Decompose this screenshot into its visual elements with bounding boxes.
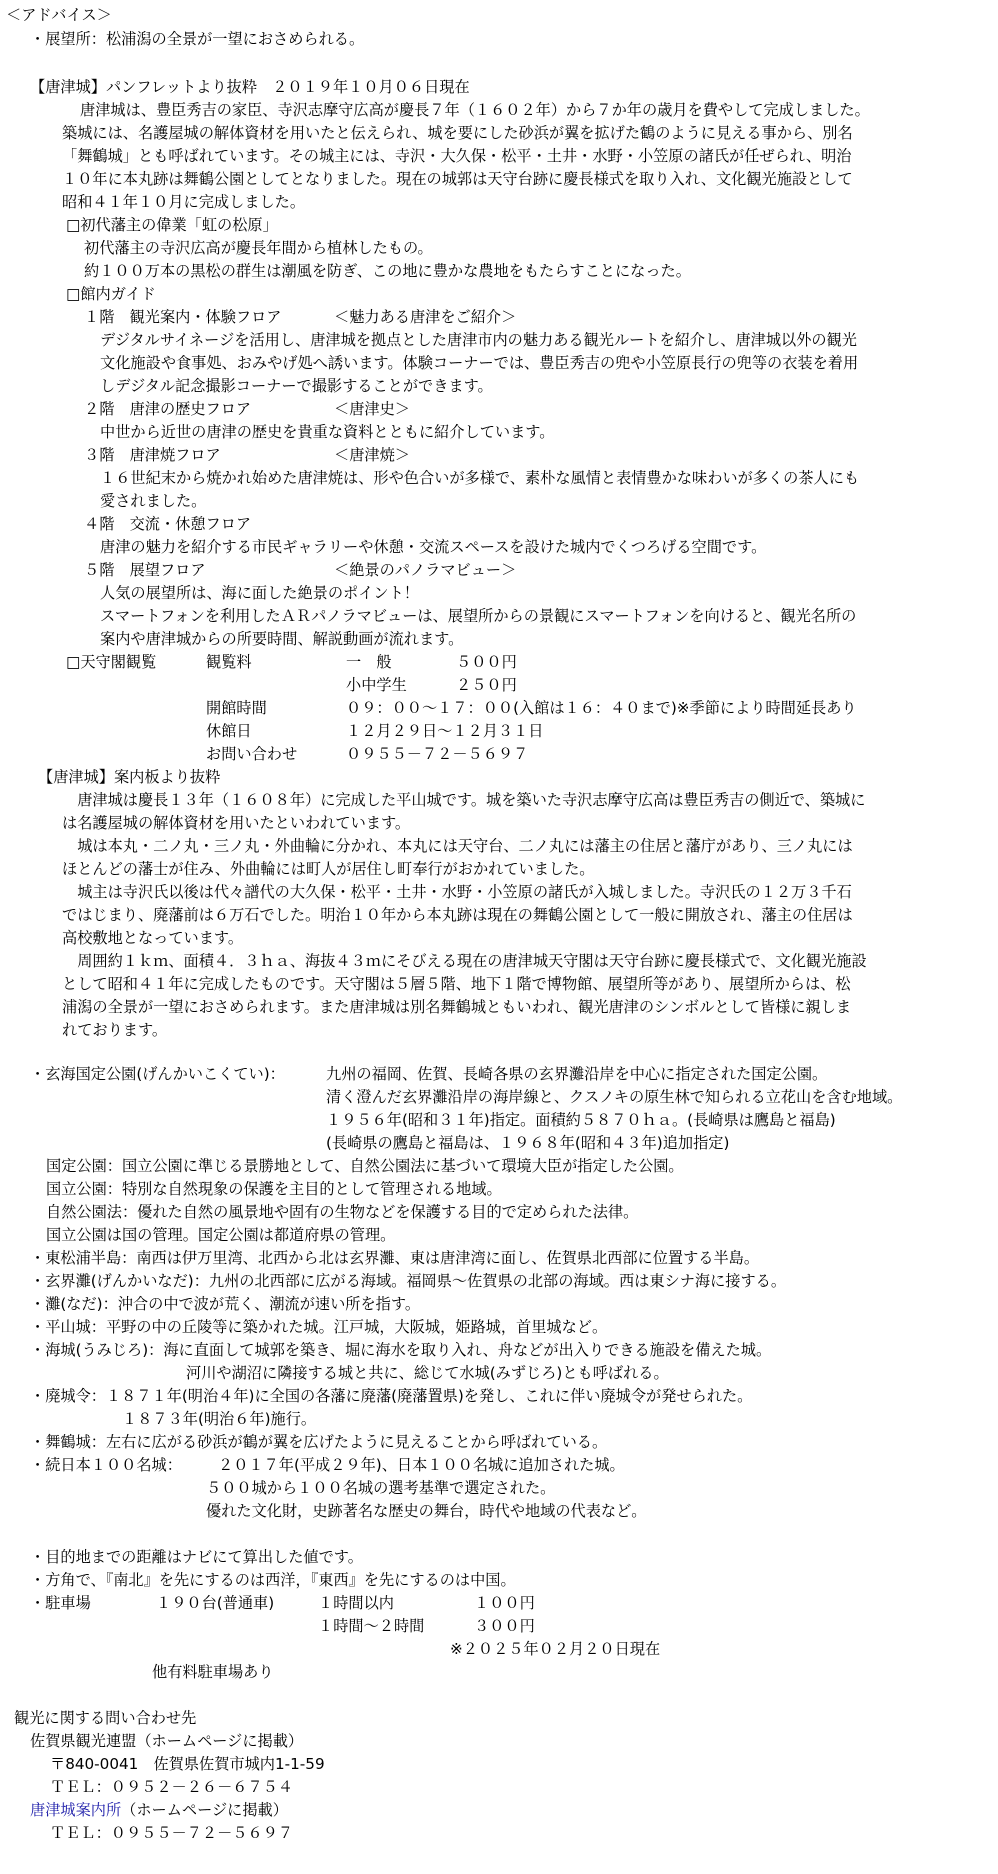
zoku-100-line-2: 優れた文化財，史跡著名な歴史の舞台，時代や地域の代表など。 (206, 1502, 647, 1520)
floor-5-line-2: 案内や唐津城からの所要時間、解説動画が流れます。 (100, 630, 464, 648)
floor-2-tag: ＜唐津史＞ (334, 400, 410, 418)
floor-4-label: ４階 交流・休憩フロア (84, 515, 252, 533)
tenshu-contact-label: お問い合わせ (206, 745, 298, 763)
guide-heading: □館内ガイド (66, 285, 156, 303)
floor-4-line-0: 唐津の魅力を紹介する市民ギャラリーや休憩・交流スペースを設けた城内でくつろげる空間です。 (100, 538, 767, 556)
floor-5-label: ５階 展望フロア (84, 561, 206, 579)
haijo-rei: ・廃城令：１８７１年(明治４年)に全国の各藩に廃藩(廃藩置県)を発し、これに伴い廃城令が発せられた。 (30, 1387, 753, 1405)
tenshu-fee-price-1: ２５０円 (456, 676, 517, 694)
parking-rate-duration-0: １時間以内 (318, 1594, 394, 1612)
park-def-2: 自然公園法：優れた自然の風景地や固有の生物などを保護する目的で定められた法律。 (46, 1203, 639, 1221)
contact-org2-tel: ＴＥＬ：０９５５－７２－５６９７ (50, 1824, 293, 1842)
parking-date: ※２０２５年０２月２０日現在 (450, 1640, 661, 1658)
signboard-line-3: ほとんどの藩士が住み、外曲輪には町人が居住し町奉行がおかれていました。 (62, 860, 595, 878)
signboard-line-5: ではじまり、廃藩前は６万石でした。明治１０年から本丸跡は現在の舞鶴公園として一般に開放され、藩主の住居は (62, 906, 853, 924)
contact-org2 (30, 1799, 288, 1822)
contact-org1-address: 〒840-0041 佐賀県佐賀市城内1-1-59 (50, 1755, 325, 1773)
park-def-3: 国立公園は国の管理。国定公園は都道府県の管理。 (46, 1226, 396, 1244)
haijo-rei-continued: １８７３年(明治６年)施行。 (122, 1410, 317, 1428)
tenshu-heading: □天守閣観覧 (66, 653, 157, 671)
contact-org2-suffix: （ホームページに掲載） (121, 1801, 288, 1819)
floor-1-label: １階 観光案内・体験フロア (84, 308, 282, 326)
signboard-line-7: 周囲約１ｋｍ、面積４．３ｈａ、海抜４３ｍにそびえる現在の唐津城天守閣は天守台跡に慶長様式で、文化観光施設 (62, 952, 867, 970)
term-0: ・東松浦半島：南西は伊万里湾、北西から北は玄界灘、東は唐津湾に面し、佐賀県北西部に位置する半島。 (30, 1249, 759, 1267)
tenshu-closed-label: 休館日 (206, 722, 252, 740)
tenshu-closed: １２月２９日～１２月３１日 (346, 722, 544, 740)
term-3: ・平山城：平野の中の丘陵等に築かれた城。江戸城，大阪城，姫路城，首里城など。 (30, 1318, 608, 1336)
floor-1-line-2: しデジタル記念撮影コーナーで撮影することができます。 (100, 377, 493, 395)
signboard-line-9: 浦潟の全景が一望におさめられます。また唐津城は別名舞鶴城ともいわれ、観光唐津のシンボルとして皆様に親しま (62, 998, 852, 1016)
parking-capacity: １９０台(普通車) (156, 1594, 275, 1612)
pamphlet-intro-4: 昭和４１年１０月に完成しました。 (62, 193, 305, 211)
floor-1-tag: ＜魅力ある唐津をご紹介＞ (334, 308, 517, 326)
zoku-100-line-0: ２０１７年(平成２９年)、日本１００名城に追加された城。 (218, 1456, 625, 1474)
genkai-line-0: 九州の福岡、佐賀、長崎各県の玄界灘沿岸を中心に指定された国定公園。 (326, 1065, 828, 1083)
tenshu-hours-label: 開館時間 (206, 699, 267, 717)
matsubara-line-1: 約１００万本の黒松の群生は潮風を防ぎ、この地に豊かな農地をもたらすことになった。 (84, 262, 691, 280)
floor-5-line-0: 人気の展望所は、海に面した絶景のポイント！ (100, 584, 419, 602)
tenshu-hours: ０９：００～１７：００(入館は１６：４０まで)※季節により時間延長あり (346, 699, 857, 717)
floor-5-line-1: スマートフォンを利用したＡＲパノラマビューは、展望所からの景観にスマートフォンを向けると、観光名所の (100, 607, 857, 625)
signboard-line-1: は名護屋城の解体資材を用いたといわれています。 (62, 814, 411, 832)
term-4: ・海城(うみじろ)：海に直面して城郭を築き、堀に海水を取り入れ、舟などが出入りできる施設を備えた城。 (30, 1341, 772, 1359)
pamphlet-intro-2: 「舞鶴城」とも呼ばれています。その城主には、寺沢・大久保・松平・土井・水野・小笠原の諸氏が任ぜられ、明治 (62, 147, 852, 165)
signboard-line-6: 高校敷地となっています。 (62, 929, 244, 947)
parking-other: 他有料駐車場あり (152, 1663, 274, 1681)
pamphlet-intro-1: 築城には、名護屋城の解体資材を用いたと伝えられ、城を要にした砂浜が翼を拡げた鶴のように見える事から、別名 (62, 124, 853, 142)
note-distance: ・目的地までの距離はナビにて算出した値です。 (30, 1548, 363, 1566)
zoku-100-label: ・続日本１００名城： (30, 1456, 182, 1474)
floor-1-line-1: 文化施設や食事処、おみやげ処へ誘います。体験コーナーでは、豊臣秀吉の兜や小笠原長行の兜等の衣装を着用 (100, 354, 859, 372)
contact-org1: 佐賀県観光連盟（ホームページに掲載） (30, 1732, 304, 1750)
pamphlet-intro-3: １０年に本丸跡は舞鶴公園としてとなりました。現在の城郭は天守台跡に慶長様式を取り入れ、文化観光施設として (62, 170, 853, 188)
signboard-line-8: として昭和４１年に完成したものです。天守閣は５層５階、地下１階で博物館、展望所等があり、展望所からは、松 (62, 975, 851, 993)
parking-rate-duration-1: １時間～２時間 (318, 1617, 425, 1635)
floor-3-tag: ＜唐津焼＞ (334, 446, 410, 464)
term-1: ・玄界灘(げんかいなだ)：九州の北西部に広がる海域。福岡県～佐賀県の北部の海域。西は東シナ海に接する。 (30, 1272, 787, 1290)
floor-5-tag: ＜絶景のパノラマビュー＞ (334, 561, 517, 579)
floor-3-line-0: １６世紀末から焼かれ始めた唐津焼は、形や色合いが多様で、素朴な風情と表情豊かな味わいが多くの茶人にも (100, 469, 860, 487)
contacts-heading: 観光に関する問い合わせ先 (14, 1709, 197, 1727)
contact-org1-tel: ＴＥＬ：０９５２－２６－６７５４ (50, 1778, 293, 1796)
zoku-100-line-1: ５００城から１００名城の選考基準で選定された。 (206, 1479, 556, 1497)
signboard-line-2: 城は本丸・二ノ丸・三ノ丸・外曲輪に分かれ、本丸には天守台、二ノ丸には藩主の住居と藩庁があり、三ノ丸には (62, 837, 853, 855)
genkai-line-1: 清く澄んだ玄界灘沿岸の海岸線と、クスノキの原生林で知られる立花山を含む地域。 (326, 1088, 903, 1106)
signboard-line-0: 唐津城は慶長１３年（１６０８年）に完成した平山城です。城を築いた寺沢志摩守広高は豊臣秀吉の側近で、築城に (62, 791, 866, 809)
floor-1-line-0: デジタルサイネージを活用し、唐津城を拠点とした唐津市内の魅力ある観光ルートを紹介し、唐津城以外の観光 (100, 331, 857, 349)
pamphlet-intro-0: 唐津城は、豊臣秀吉の家臣、寺沢志摩守広高が慶長７年（１６０２年）から７か年の歳月を費やして完成しました。 (80, 101, 870, 119)
pamphlet-title: 【唐津城】パンフレットより抜粋 ２０１９年１０月０６日現在 (30, 78, 470, 96)
signboard-title: 【唐津城】案内板より抜粋 (38, 768, 221, 786)
floor-3-label: ３階 唐津焼フロア (84, 446, 221, 464)
advice-observatory: ・展望所：松浦潟の全景が一望におさめられる。 (30, 30, 365, 48)
signboard-line-4: 城主は寺沢氏以後は代々譜代の大久保・松平・土井・水野・小笠原の諸氏が入城しました。寺沢氏の１２万３千石 (62, 883, 852, 901)
contact-org2-link[interactable]: 唐津城案内所 (30, 1801, 122, 1819)
parking-rate-price-1: ３００円 (474, 1617, 535, 1635)
tenshu-fee-label: 観覧料 (206, 653, 252, 671)
umijiro-continued: 河川や湖沼に隣接する城と共に、総じて水城(みずじろ)とも呼ばれる。 (186, 1364, 669, 1382)
genkai-line-2: １９５６年(昭和３１年)指定。面積約５８７０ｈａ。(長崎県は鷹島と福島) (326, 1111, 836, 1129)
parking-rate-price-0: １００円 (474, 1594, 535, 1612)
parking-label: ・駐車場 (30, 1594, 91, 1612)
note-direction: ・方角で、『南北』を先にするのは西洋，『東西』を先にするのは中国。 (30, 1571, 516, 1589)
maizuru-jo: ・舞鶴城：左右に広がる砂浜が鶴が翼を広げたように見えることから呼ばれている。 (30, 1433, 608, 1451)
tenshu-fee-type-0: 一 般 (346, 653, 392, 671)
floor-2-label: ２階 唐津の歴史フロア (84, 400, 252, 418)
matsubara-line-0: 初代藩主の寺沢広高が慶長年間から植林したもの。 (84, 239, 433, 257)
floor-2-line-0: 中世から近世の唐津の歴史を貴重な資料とともに紹介しています。 (100, 423, 555, 441)
genkai-label: ・玄海国定公園(げんかいこくてい)： (30, 1065, 285, 1083)
advice-header: ＜アドバイス＞ (6, 6, 112, 24)
park-def-1: 国立公園：特別な自然現象の保護を主目的として管理される地域。 (46, 1180, 502, 1198)
signboard-line-10: れております。 (62, 1021, 168, 1039)
tenshu-fee-type-1: 小中学生 (346, 676, 407, 694)
tenshu-contact: ０９５５－７２－５６９７ (346, 745, 529, 763)
tenshu-fee-price-0: ５００円 (456, 653, 517, 671)
genkai-line-3: (長崎県の鷹島と福島は、１９６８年(昭和４３年)追加指定) (326, 1134, 730, 1152)
matsubara-heading: □初代藩主の偉業「虹の松原」 (66, 216, 278, 234)
park-def-0: 国定公園：国立公園に準じる景勝地として、自然公園法に基づいて環境大臣が指定した公園。 (46, 1157, 684, 1175)
term-2: ・灘(なだ)：沖合の中で波が荒く、潮流が速い所を指す。 (30, 1295, 421, 1313)
floor-3-line-1: 愛されました。 (100, 492, 207, 510)
